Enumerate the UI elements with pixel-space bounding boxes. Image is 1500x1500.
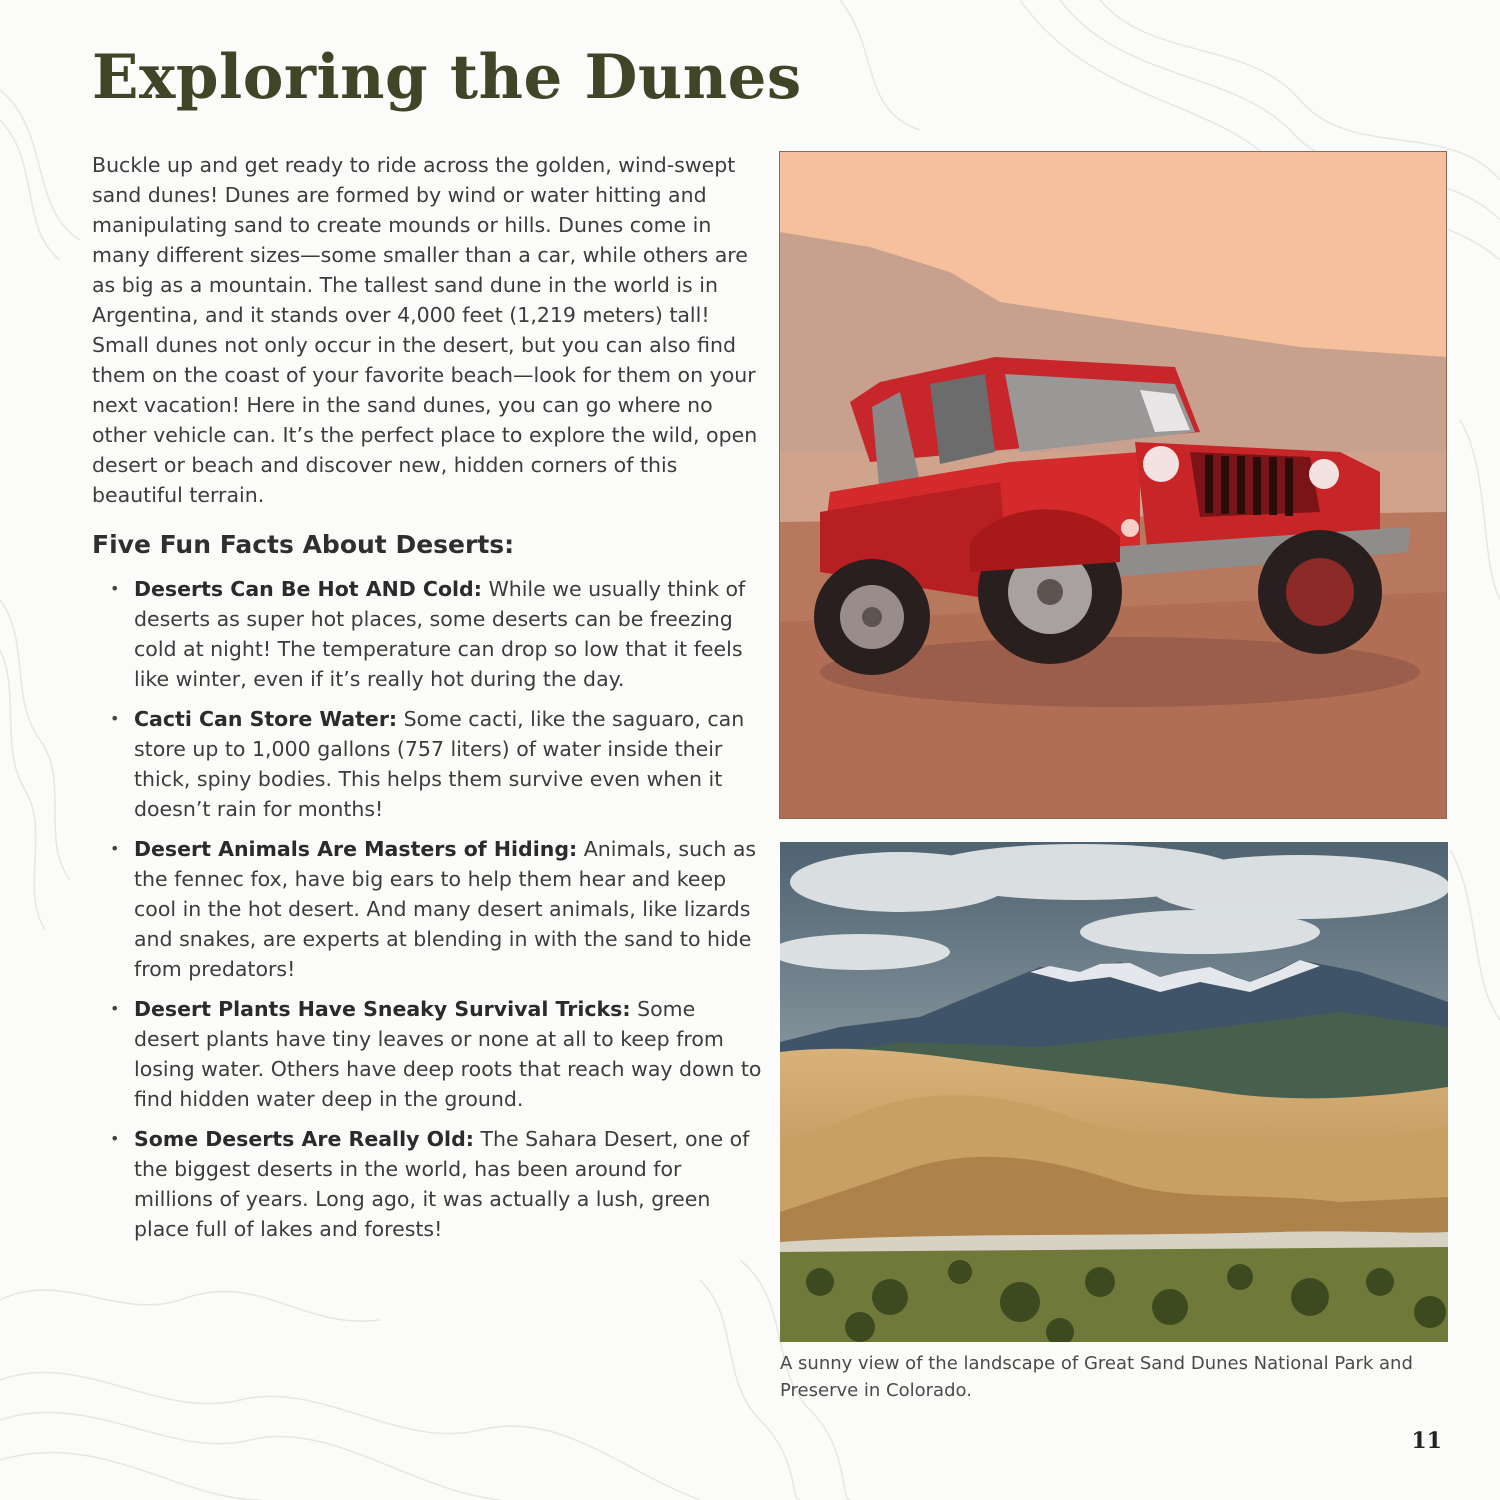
fact-item xyxy=(92,574,764,694)
page-number: 11 xyxy=(1411,1428,1442,1454)
fact-title: Desert Plants Have Sneaky Survival Tricks: xyxy=(134,997,631,1021)
fact-text: Some desert plants have tiny leaves or none at all to keep from losing water. Others have deep roots that reach way down to find hidden water deep in the ground. xyxy=(134,997,762,1111)
photo-caption: A sunny view of the landscape of Great Sand Dunes National Park and Preserve in Colorado. xyxy=(780,1353,1413,1401)
bullet-icon: • xyxy=(110,999,120,1018)
intro-paragraph: Buckle up and get ready to ride across the golden, wind-swept sand dunes! Dunes are formed by wind or water hitting and manipulating sand to create mounds or hills. Dunes come in many different sizes—some smaller than a car, while others are as big as a mountain. The tallest sand dune in the world is in Argentina, and it stands over 4,000 feet (1,219 meters) tall! Small dunes not only occur in the desert, but you can also find them on the coast of your favorite beach—look for them on your next vacation! Here in the sand dunes, you can go where no other vehicle can. It’s the perfect place to explore the wild, open desert or beach and discover new, hidden corners of this beautiful terrain. xyxy=(92,153,758,507)
fact-title: Desert Animals Are Masters of Hiding: xyxy=(134,837,578,861)
fact-item xyxy=(92,704,764,824)
fact-text: While we usually think of deserts as super hot places, some deserts can be freezing cold at night! The temperature can drop so low that it feels like winter, even if it’s really hot during the day. xyxy=(134,577,746,691)
fact-text: The Sahara Desert, one of the biggest deserts in the world, has been around for millions of years. Long ago, it was actually a lush, green place full of lakes and forests! xyxy=(134,1127,750,1241)
bullet-icon: • xyxy=(110,839,120,858)
fact-item xyxy=(92,994,764,1114)
jeep-illustration xyxy=(780,152,1446,818)
bullet-icon: • xyxy=(110,709,120,728)
facts-heading: Five Fun Facts About Deserts: xyxy=(92,530,515,559)
fact-title: Some Deserts Are Really Old: xyxy=(134,1127,474,1151)
bullet-icon: • xyxy=(110,1129,120,1148)
fact-title: Deserts Can Be Hot AND Cold: xyxy=(134,577,482,601)
fact-text: Animals, such as the fennec fox, have big ears to help them hear and keep cool in the hot desert. And many desert animals, like lizards and snakes, are experts at blending in with the sand to hide from predators! xyxy=(134,837,757,981)
facts-list xyxy=(92,574,764,1254)
fact-item xyxy=(92,1124,764,1244)
fact-title: Cacti Can Store Water: xyxy=(134,707,398,731)
fact-item xyxy=(92,834,764,984)
bullet-icon: • xyxy=(110,579,120,598)
fact-text: Some cacti, like the saguaro, can store up to 1,000 gallons (757 liters) of water inside their thick, spiny bodies. This helps them survive even when it doesn’t rain for months! xyxy=(134,707,745,821)
landscape-photo xyxy=(780,842,1448,1342)
page-title: Exploring the Dunes xyxy=(92,42,802,113)
